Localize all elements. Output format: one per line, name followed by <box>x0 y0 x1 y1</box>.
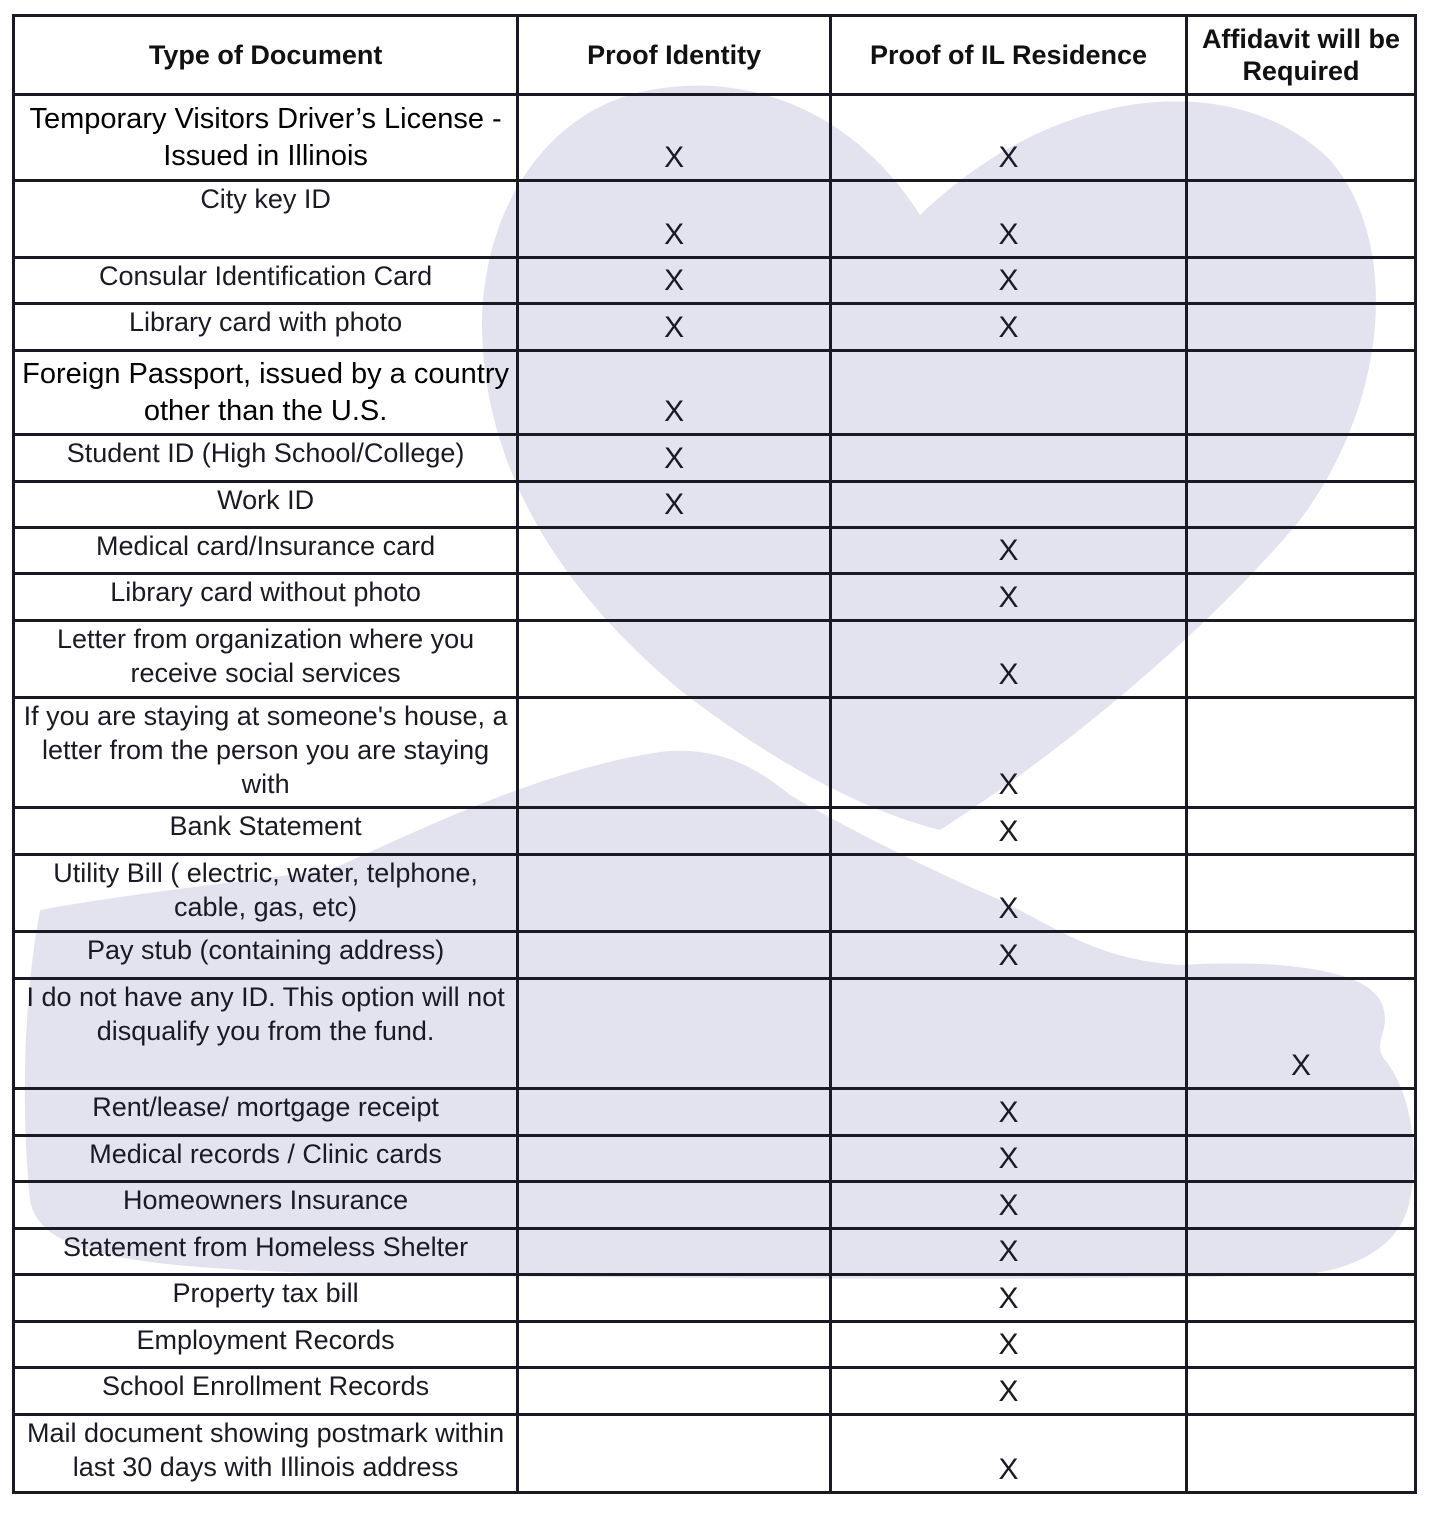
proof-identity-cell <box>518 698 831 808</box>
proof-residence-cell <box>831 351 1187 435</box>
table-row <box>14 258 1416 304</box>
proof-identity-cell: X <box>518 351 831 435</box>
proof-identity-cell <box>518 1136 831 1182</box>
proof-residence-cell: X <box>831 808 1187 855</box>
header-proof-residence: Proof of IL Residence <box>831 16 1187 95</box>
table-row <box>14 932 1416 979</box>
proof-residence-cell: X <box>831 574 1187 621</box>
proof-residence-cell: X <box>831 698 1187 808</box>
proof-identity-cell <box>518 1182 831 1229</box>
proof-residence-cell: X <box>831 181 1187 258</box>
proof-identity-cell <box>518 979 831 1089</box>
document-type-cell: Work ID <box>14 482 518 528</box>
table-row <box>14 1368 1416 1415</box>
proof-residence-cell: X <box>831 855 1187 932</box>
proof-residence-cell <box>831 482 1187 528</box>
affidavit-cell <box>1186 698 1415 808</box>
table-row <box>14 979 1416 1089</box>
table-row <box>14 698 1416 808</box>
document-type-cell: Employment Records <box>14 1322 518 1368</box>
proof-identity-cell <box>518 855 831 932</box>
proof-residence-cell: X <box>831 528 1187 574</box>
proof-identity-cell: X <box>518 304 831 351</box>
proof-identity-cell <box>518 528 831 574</box>
document-type-cell: Pay stub (containing address) <box>14 932 518 979</box>
document-type-cell: Statement from Homeless Shelter <box>14 1229 518 1275</box>
proof-identity-cell: X <box>518 181 831 258</box>
proof-residence-cell: X <box>831 95 1187 181</box>
proof-identity-cell <box>518 1415 831 1493</box>
proof-residence-cell: X <box>831 1136 1187 1182</box>
document-type-cell: Property tax bill <box>14 1275 518 1322</box>
table-row <box>14 1136 1416 1182</box>
proof-residence-cell: X <box>831 1368 1187 1415</box>
affidavit-cell: X <box>1186 979 1415 1089</box>
affidavit-cell <box>1186 435 1415 482</box>
table-row <box>14 1229 1416 1275</box>
affidavit-cell <box>1186 1182 1415 1229</box>
table-row <box>14 95 1416 181</box>
proof-residence-cell: X <box>831 1229 1187 1275</box>
header-affidavit-required: Affidavit will be Required <box>1186 16 1415 95</box>
document-type-cell: Letter from organization where you receive social services <box>14 621 518 698</box>
document-type-cell: Library card without photo <box>14 574 518 621</box>
header-type-of-document: Type of Document <box>14 16 518 95</box>
proof-residence-cell: X <box>831 1089 1187 1136</box>
document-type-cell: Foreign Passport, issued by a country other than the U.S. <box>14 351 518 435</box>
table-row <box>14 1322 1416 1368</box>
affidavit-cell <box>1186 181 1415 258</box>
document-type-cell: City key ID <box>14 181 518 258</box>
proof-residence-cell: X <box>831 621 1187 698</box>
proof-identity-cell: X <box>518 258 831 304</box>
table-row <box>14 1415 1416 1493</box>
document-type-cell: Bank Statement <box>14 808 518 855</box>
proof-identity-cell <box>518 1089 831 1136</box>
affidavit-cell <box>1186 621 1415 698</box>
affidavit-cell <box>1186 1415 1415 1493</box>
affidavit-cell <box>1186 304 1415 351</box>
proof-identity-cell <box>518 1229 831 1275</box>
proof-identity-cell: X <box>518 95 831 181</box>
affidavit-cell <box>1186 95 1415 181</box>
affidavit-cell <box>1186 808 1415 855</box>
table-row <box>14 482 1416 528</box>
document-type-cell: Library card with photo <box>14 304 518 351</box>
table-row <box>14 435 1416 482</box>
proof-identity-cell <box>518 1322 831 1368</box>
affidavit-cell <box>1186 574 1415 621</box>
table-row <box>14 808 1416 855</box>
document-type-cell: Rent/lease/ mortgage receipt <box>14 1089 518 1136</box>
table-row <box>14 621 1416 698</box>
table-row <box>14 1275 1416 1322</box>
table-row <box>14 181 1416 258</box>
proof-residence-cell: X <box>831 1415 1187 1493</box>
header-proof-identity: Proof Identity <box>518 16 831 95</box>
table-row <box>14 574 1416 621</box>
affidavit-cell <box>1186 932 1415 979</box>
proof-identity-cell: X <box>518 435 831 482</box>
proof-residence-cell <box>831 435 1187 482</box>
affidavit-cell <box>1186 1089 1415 1136</box>
document-type-cell: Consular Identification Card <box>14 258 518 304</box>
document-type-cell: Medical card/Insurance card <box>14 528 518 574</box>
document-type-cell: School Enrollment Records <box>14 1368 518 1415</box>
affidavit-cell <box>1186 1136 1415 1182</box>
document-type-cell: I do not have any ID. This option will not disqualify you from the fund. <box>14 979 518 1089</box>
proof-residence-cell: X <box>831 932 1187 979</box>
affidavit-cell <box>1186 855 1415 932</box>
document-type-cell: Medical records / Clinic cards <box>14 1136 518 1182</box>
table-row <box>14 351 1416 435</box>
proof-residence-cell: X <box>831 304 1187 351</box>
document-type-cell: Temporary Visitors Driver’s License - Issued in Illinois <box>14 95 518 181</box>
document-type-cell: If you are staying at someone's house, a letter from the person you are staying with <box>14 698 518 808</box>
document-type-cell: Homeowners Insurance <box>14 1182 518 1229</box>
table-row <box>14 528 1416 574</box>
proof-identity-cell: X <box>518 482 831 528</box>
table-row <box>14 304 1416 351</box>
document-requirements-table <box>12 14 1417 1494</box>
affidavit-cell <box>1186 1368 1415 1415</box>
header-row <box>14 16 1416 95</box>
document-type-cell: Student ID (High School/College) <box>14 435 518 482</box>
table-row <box>14 855 1416 932</box>
table-row <box>14 1089 1416 1136</box>
document-type-cell: Mail document showing postmark within last 30 days with Illinois address <box>14 1415 518 1493</box>
affidavit-cell <box>1186 482 1415 528</box>
proof-residence-cell: X <box>831 258 1187 304</box>
affidavit-cell <box>1186 258 1415 304</box>
proof-identity-cell <box>518 1275 831 1322</box>
document-type-cell: Utility Bill ( electric, water, telphone, cable, gas, etc) <box>14 855 518 932</box>
proof-identity-cell <box>518 808 831 855</box>
table-row <box>14 1182 1416 1229</box>
proof-residence-cell: X <box>831 1322 1187 1368</box>
proof-residence-cell: X <box>831 1275 1187 1322</box>
proof-identity-cell <box>518 932 831 979</box>
affidavit-cell <box>1186 1322 1415 1368</box>
proof-residence-cell: X <box>831 1182 1187 1229</box>
proof-identity-cell <box>518 574 831 621</box>
affidavit-cell <box>1186 351 1415 435</box>
proof-residence-cell <box>831 979 1187 1089</box>
proof-identity-cell <box>518 1368 831 1415</box>
affidavit-cell <box>1186 528 1415 574</box>
affidavit-cell <box>1186 1275 1415 1322</box>
proof-identity-cell <box>518 621 831 698</box>
affidavit-cell <box>1186 1229 1415 1275</box>
